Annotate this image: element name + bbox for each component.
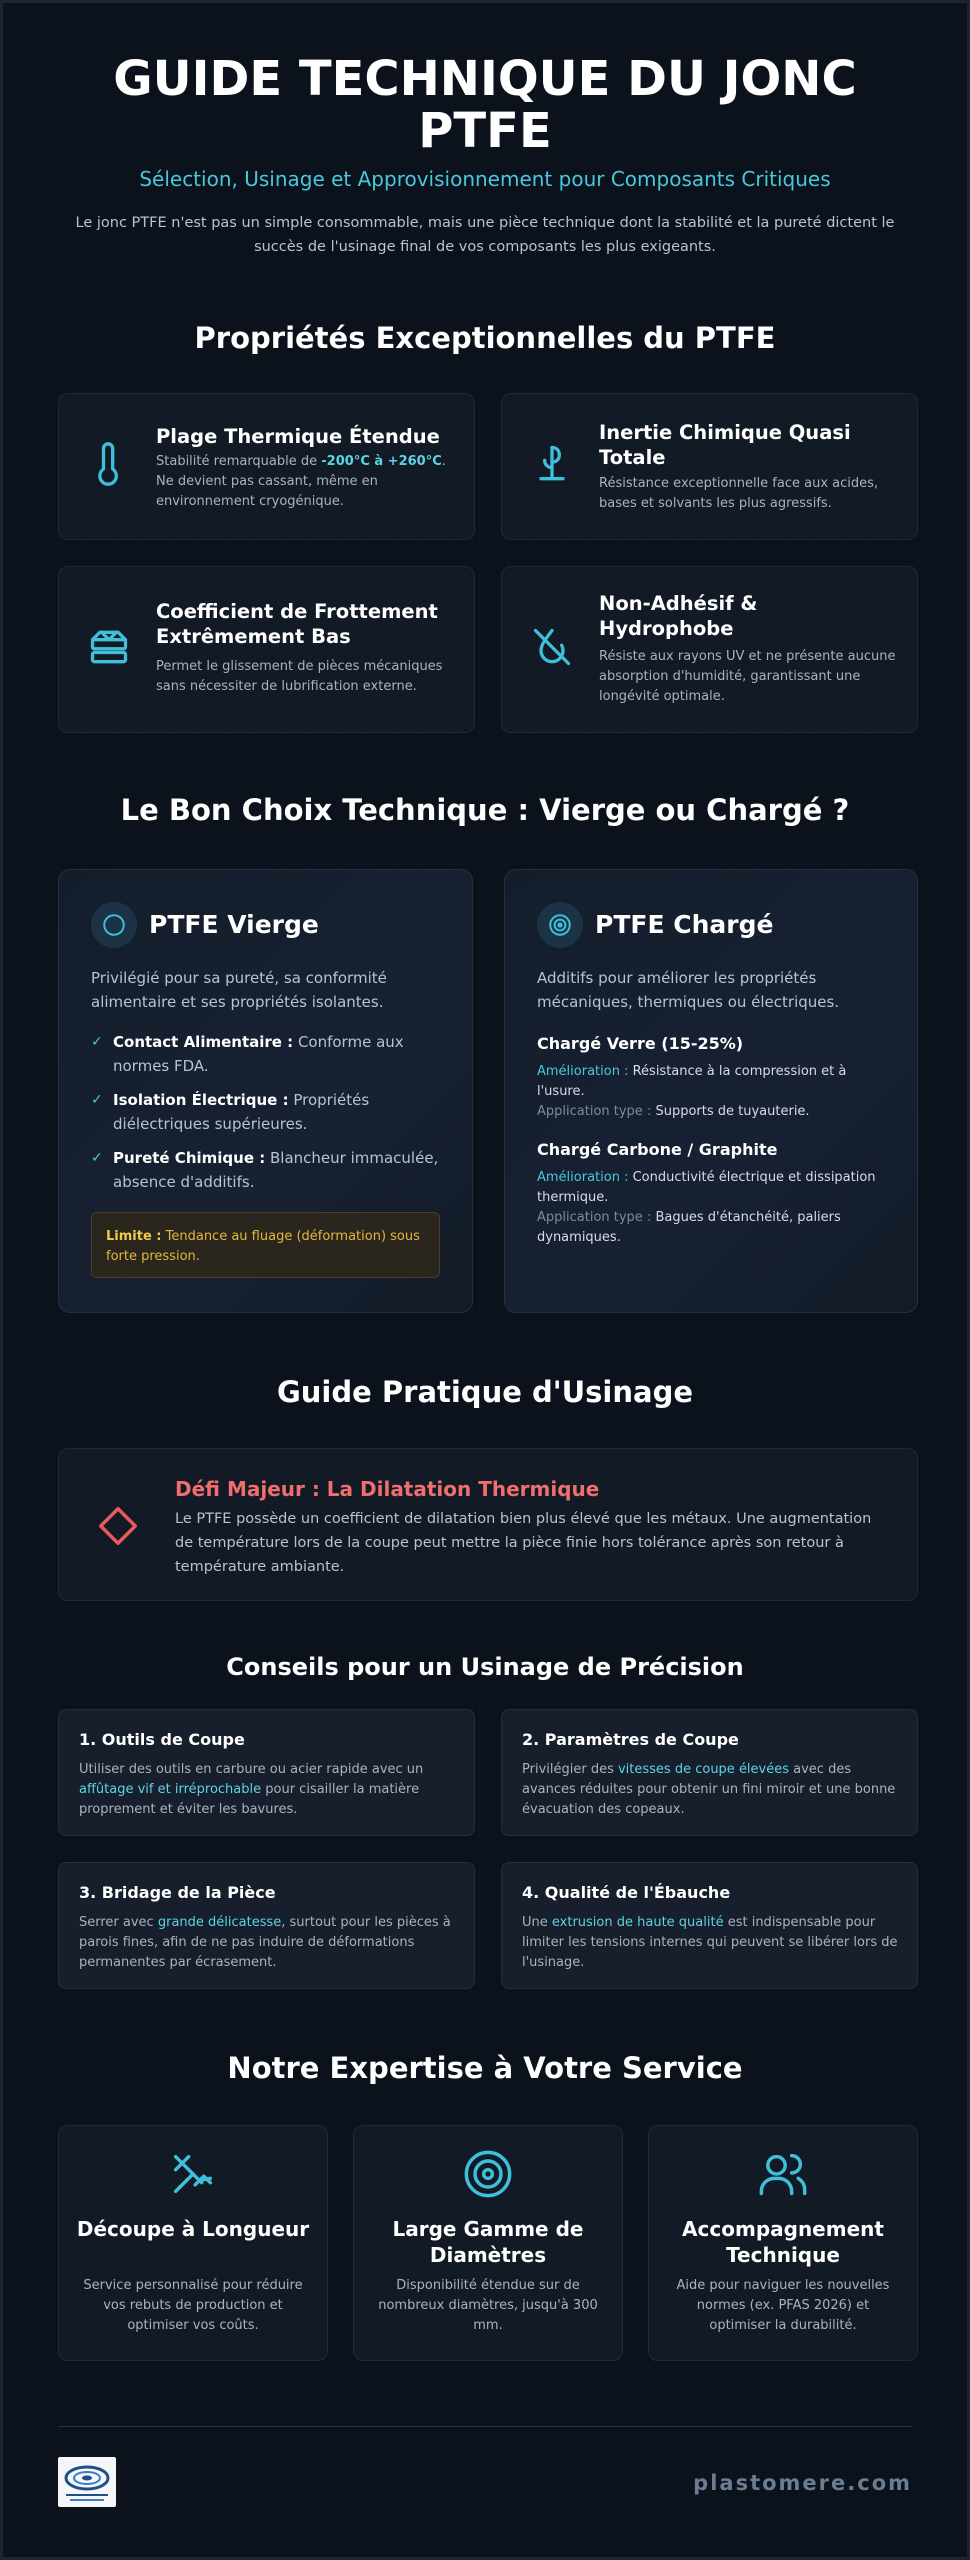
vierge-title: PTFE Vierge bbox=[149, 910, 319, 939]
target-icon bbox=[354, 2148, 622, 2200]
charge-title: PTFE Chargé bbox=[595, 910, 774, 939]
defi-card bbox=[58, 1448, 918, 1601]
tip-desc: Privilégier des vitesses de coupe élevées avec des avances réduites pour obtenir un fini miroir et une bonne évacuation des copeaux. bbox=[522, 1762, 896, 1817]
check-icon: ✓ bbox=[91, 1034, 103, 1050]
tip-card-clamping bbox=[58, 1862, 475, 1989]
ptfe-charge-card bbox=[504, 869, 918, 1313]
target-icon bbox=[537, 902, 583, 948]
expertise-card-diameters bbox=[353, 2125, 623, 2361]
intro-paragraph: Le jonc PTFE n'est pas un simple consommable, mais une pièce technique dont la stabilité et la pureté dictent le succès de l'usinage final de vos composants les plus exigeants. bbox=[75, 215, 895, 255]
property-title: Coefficient de Frottement Extrêmement Bas bbox=[156, 600, 438, 648]
property-title: Non-Adhésif & Hydrophobe bbox=[599, 592, 758, 640]
diamond-warning-icon bbox=[95, 1503, 141, 1549]
tip-card-blank-quality bbox=[501, 1862, 918, 1989]
variant-application: Application type : Supports de tuyauterie. bbox=[537, 1104, 810, 1119]
tip-desc: Serrer avec grande délicatesse, surtout pour les pièces à parois fines, afin de ne pas induire de déformations permanentes par écrasement. bbox=[79, 1915, 451, 1970]
property-desc: Résistance exceptionnelle face aux acides, bases et solvants les plus agressifs. bbox=[599, 476, 879, 511]
tip-card-parameters bbox=[501, 1709, 918, 1836]
check-icon: ✓ bbox=[91, 1092, 103, 1108]
property-desc: Permet le glissement de pièces mécaniques sans nécessiter de lubrification externe. bbox=[156, 659, 443, 694]
page-subtitle: Sélection, Usinage et Approvisionnement pour Composants Critiques bbox=[139, 167, 831, 191]
vierge-feature: ✓ Contact Alimentaire : Conforme aux normes FDA. bbox=[91, 1030, 440, 1078]
variant-application: Application type : Bagues d'étanchéité, paliers dynamiques. bbox=[537, 1210, 841, 1245]
expertise-desc: Aide pour naviguer les nouvelles normes (ex. PFAS 2026) et optimiser la durabilité. bbox=[676, 2278, 890, 2333]
property-card-chemical bbox=[501, 393, 918, 540]
property-desc: Stabilité remarquable de -200°C à +260°C. Ne devient pas cassant, même en environnement cryogénique. bbox=[156, 454, 446, 509]
tip-title: 3. Bridage de la Pièce bbox=[79, 1883, 276, 1902]
website-link[interactable]: plastomere.com bbox=[693, 2471, 912, 2495]
vierge-feature: ✓ Isolation Électrique : Propriétés diélectriques supérieures. bbox=[91, 1088, 440, 1136]
flask-icon bbox=[530, 442, 574, 486]
property-title: Inertie Chimique Quasi Totale bbox=[599, 421, 851, 469]
vierge-desc: Privilégié pour sa pureté, sa conformité alimentaire et ses propriétés isolantes. bbox=[91, 969, 387, 1011]
vierge-feature: ✓ Pureté Chimique : Blancheur immaculée, absence d'additifs. bbox=[91, 1146, 440, 1194]
tip-card-tools bbox=[58, 1709, 475, 1836]
tip-title: 4. Qualité de l'Ébauche bbox=[522, 1883, 731, 1902]
layers-icon bbox=[87, 625, 131, 669]
users-icon bbox=[649, 2148, 917, 2200]
property-card-hydrophobic bbox=[501, 566, 918, 733]
expertise-section-title: Notre Expertise à Votre Service bbox=[227, 2051, 743, 2085]
conseils-section-title: Conseils pour un Usinage de Précision bbox=[226, 1653, 744, 1681]
tip-title: 2. Paramètres de Coupe bbox=[522, 1730, 739, 1749]
ptfe-vierge-card bbox=[58, 869, 473, 1313]
page-title: GUIDE TECHNIQUE DU JONC PTFE bbox=[113, 51, 857, 159]
property-title: Plage Thermique Étendue bbox=[156, 425, 440, 448]
defi-title: Défi Majeur : La Dilatation Thermique bbox=[175, 1477, 600, 1501]
tip-desc: Une extrusion de haute qualité est indispensable pour limiter les tensions internes qui peuvent se libérer lors de l'usinage. bbox=[522, 1915, 898, 1970]
tip-title: 1. Outils de Coupe bbox=[79, 1730, 245, 1749]
defi-desc: Le PTFE possède un coefficient de dilatation bien plus élevé que les métaux. Une augmentation de température lors de la coupe peut mettre la pièce finie hors tolérance après son retour à température ambiante. bbox=[175, 1511, 872, 1575]
scissors-icon bbox=[59, 2148, 327, 2200]
expertise-desc: Disponibilité étendue sur de nombreux diamètres, jusqu'à 300 mm. bbox=[378, 2278, 598, 2333]
property-card-friction bbox=[58, 566, 475, 733]
expertise-title: Large Gamme de Diamètres bbox=[392, 2217, 584, 2267]
expertise-title: Découpe à Longueur bbox=[76, 2217, 310, 2241]
property-desc: Résiste aux rayons UV et ne présente aucune absorption d'humidité, garantissant une longévité optimale. bbox=[599, 649, 896, 704]
variant-improvement: Amélioration : Conductivité électrique et dissipation thermique. bbox=[537, 1170, 876, 1205]
property-card-thermal bbox=[58, 393, 475, 540]
expertise-card-cutting bbox=[58, 2125, 328, 2361]
circle-icon bbox=[91, 902, 137, 948]
expertise-title: Accompagnement Technique bbox=[682, 2217, 884, 2267]
company-logo[interactable] bbox=[58, 2457, 116, 2507]
vierge-limit-note: Limite : Tendance au fluage (déformation) sous forte pression. bbox=[91, 1212, 440, 1278]
choice-section-title: Le Bon Choix Technique : Vierge ou Chargé ? bbox=[120, 793, 850, 827]
expertise-desc: Service personnalisé pour réduire vos rebuts de production et optimiser vos coûts. bbox=[83, 2278, 303, 2333]
droplet-off-icon bbox=[530, 625, 574, 669]
charge-desc: Additifs pour améliorer les propriétés mécaniques, thermiques ou électriques. bbox=[537, 969, 840, 1011]
usinage-section-title: Guide Pratique d'Usinage bbox=[276, 1375, 694, 1409]
thermometer-icon bbox=[87, 442, 131, 486]
variant-improvement: Amélioration : Résistance à la compression et à l'usure. bbox=[537, 1064, 847, 1099]
variant-title: Chargé Carbone / Graphite bbox=[537, 1140, 778, 1159]
variant-title: Chargé Verre (15-25%) bbox=[537, 1034, 744, 1053]
footer-divider bbox=[58, 2426, 912, 2427]
properties-section-title: Propriétés Exceptionnelles du PTFE bbox=[194, 321, 776, 355]
check-icon: ✓ bbox=[91, 1150, 103, 1166]
tip-desc: Utiliser des outils en carbure ou acier rapide avec un affûtage vif et irréprochable pour cisailler la matière proprement et éviter les bavures. bbox=[79, 1762, 424, 1817]
expertise-card-support bbox=[648, 2125, 918, 2361]
